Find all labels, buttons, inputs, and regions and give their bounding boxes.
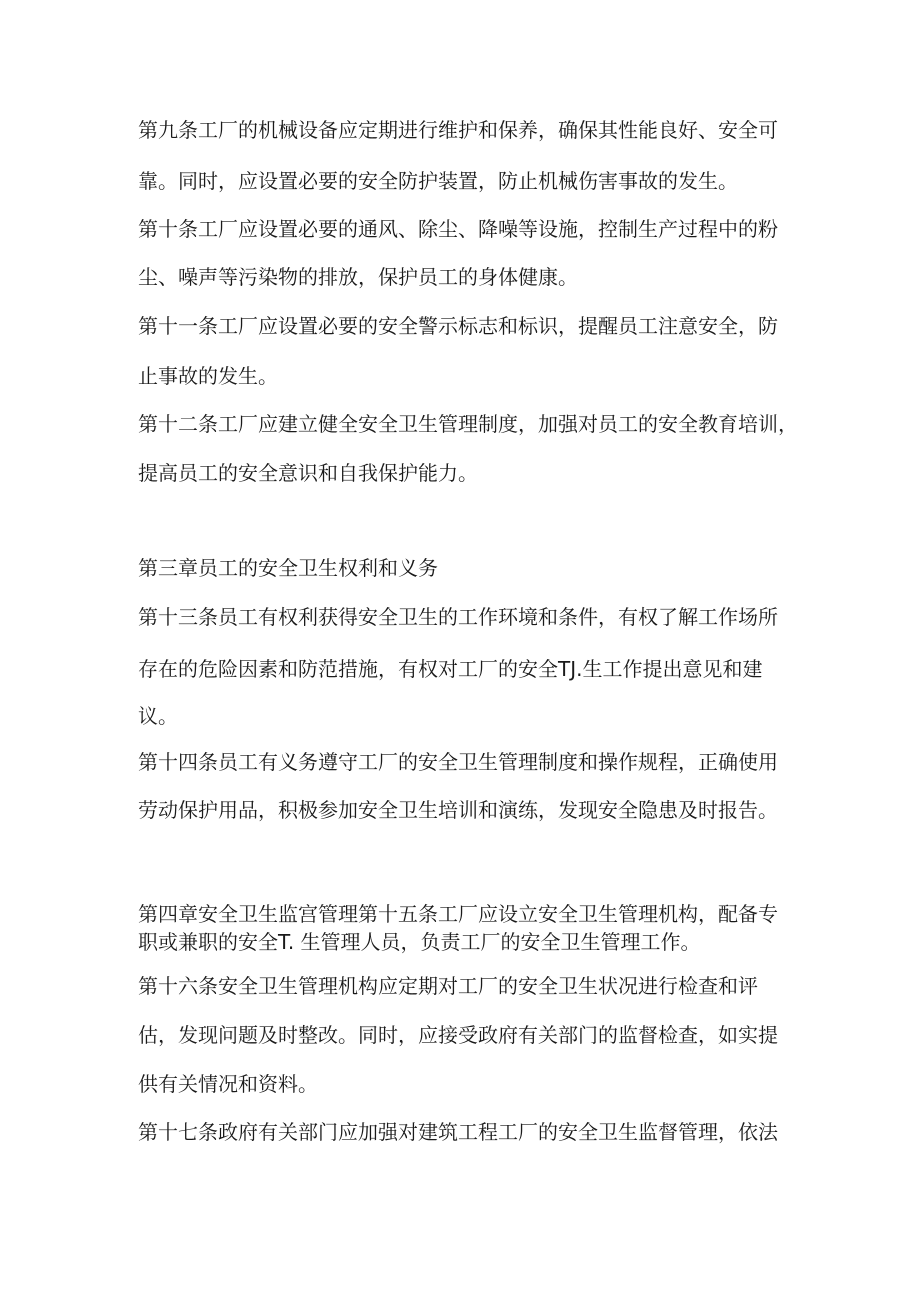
text-line: 第十条工厂应设置必要的通风、除尘、降噪等设施，控制生产过程中的粉 [138,217,778,241]
text-line: 第十二条工厂应建立健全安全卫生管理制度，加强对员工的安全教育培训， [138,412,798,436]
text-line: 第十六条安全卫生管理机构应定期对工厂的安全卫生状况进行检查和评 [138,974,758,998]
text-line: 估，发现问题及时整改。同时，应接受政府有关部门的监督检查，如实提 [138,1023,778,1047]
text-line: 劳动保护用品，积极参加安全卫生培训和演练，发现安全隐患及时报告。 [138,798,778,822]
text-line: 第十四条员工有义务遵守工厂的安全卫生管理制度和操作规程，正确使用 [138,750,778,774]
text-line: 尘、噪声等污染物的排放，保护员工的身体健康。 [138,265,578,289]
text-line: 职或兼职的安全T. 生管理人员，负责工厂的安全卫生管理工作。 [138,930,701,954]
text-line: 第四章安全卫生监宫管理第十五条工厂应设立安全卫生管理机构，配备专 [138,902,778,926]
text-line: 第十三条员工有权利获得安全卫生的工作环境和条件，有权了解工作场所 [138,605,778,629]
text-line: 存在的危险因素和防范措施，有权对工厂的安全TJ.生工作提出意见和建 [138,657,763,681]
text-line: 提高员工的安全意识和自我保护能力。 [138,461,478,485]
text-line: 第九条工厂的机械设备应定期进行维护和保养，确保其性能良好、安全可 [138,118,778,142]
text-line: 供有关情况和资料。 [138,1072,318,1096]
text-line: 第十一条工厂应设置必要的安全警示标志和标识，提醒员工注意安全，防 [138,314,778,338]
text-line: 议。 [138,704,178,728]
text-line: 止事故的发生。 [138,364,278,388]
chapter-heading: 第三章员工的安全卫生权利和义务 [138,556,438,580]
text-line: 第十七条政府有关部门应加强对建筑工程工厂的安全卫生监督管理，依法 [138,1120,778,1144]
text-line: 靠。同时，应设置必要的安全防护装置，防止机械伤害事故的发生。 [138,169,738,193]
